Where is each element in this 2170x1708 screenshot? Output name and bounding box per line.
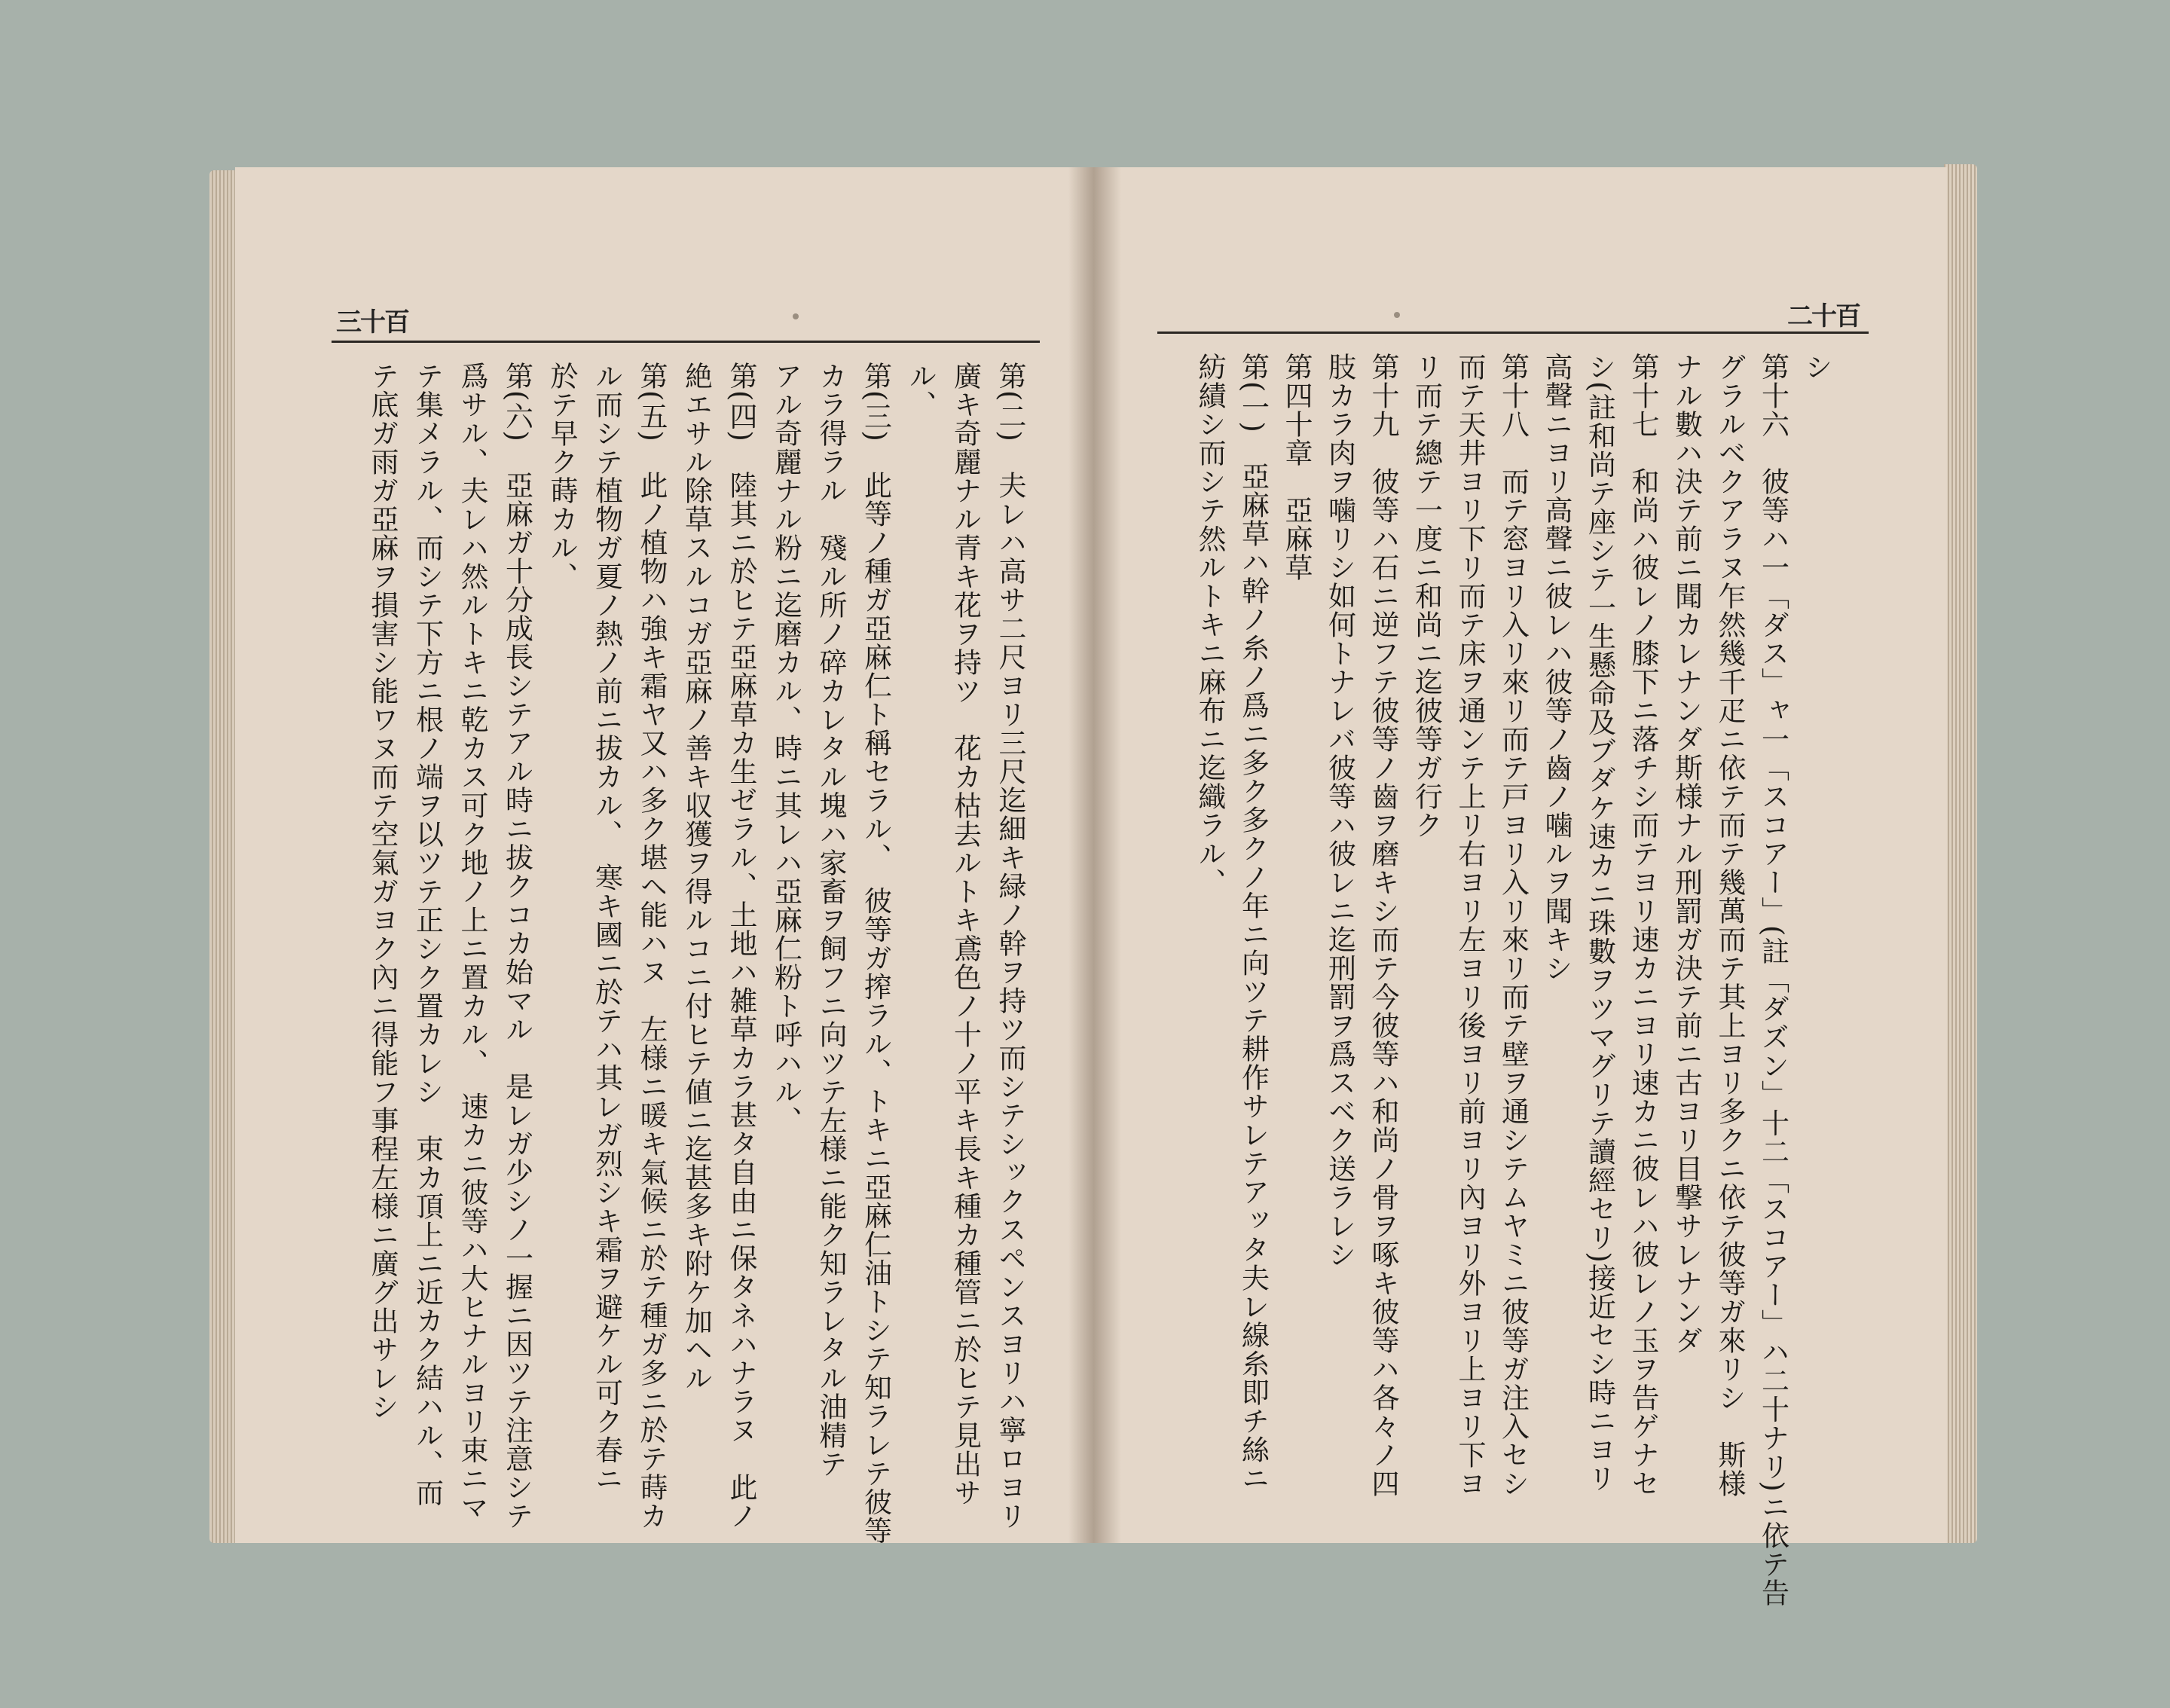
- binding-hole: [1394, 312, 1400, 318]
- text-column: リ而テ總テ一度ニ和尚ニ迄彼等ガ行ク: [1410, 353, 1443, 839]
- text-column: グラルベクアラヌ乍然幾千疋ニ依テ而テ幾萬而テ其上ヨリ多クニ依テ彼等ガ來リシ 斯様: [1713, 353, 1746, 1498]
- text-column: 第四十章 亞麻草: [1280, 353, 1313, 582]
- text-column: テ底ガ雨ガ亞麻ヲ損害シ能ワヌ而テ空氣ガヨク內ニ得能フ事程左様ニ廣グ出サレシ: [366, 362, 399, 1421]
- text-column: ナル數ハ決テ前ニ聞カレナンダ斯様ナル刑罰ガ決テ前ニ古ヨリ目撃サレナンダ: [1670, 353, 1703, 1355]
- left-page-edges: [209, 170, 237, 1543]
- text-column: 第(一) 亞麻草ハ幹ノ糸ノ爲ニ多ク多クノ年ニ向ツテ耕作サレテアッタ夫レ線糸即チ絲ニ: [1236, 353, 1270, 1493]
- text-column: 第十七 和尚ハ彼レノ膝下ニ落チシ而テヨリ速カニヨリ速カニ彼レハ彼レノ玉ヲ告ゲナセ: [1627, 353, 1659, 1498]
- text-column: 第十九 彼等ハ石ニ逆フテ彼等ノ齒ヲ磨キシ而テ今彼等ハ和尚ノ骨ヲ啄キ彼等ハ各々ノ四: [1367, 353, 1399, 1498]
- text-column: 紡績シ而シテ然ルトキニ麻布ニ迄織ラル、: [1194, 353, 1226, 897]
- left-header-rule: [332, 341, 1040, 343]
- text-column: ル、: [904, 362, 937, 419]
- binding-hole: [793, 313, 799, 319]
- text-column: カラ得ラル 殘ル所ノ碎カレタル塊ハ家畜ヲ飼フニ向ツテ左様ニ能ク知ラレタル油精テ: [815, 362, 847, 1478]
- text-column: ル而シテ植物ガ夏ノ熱ノ前ニ拔カル、 寒キ國ニ於テハ其レガ烈シキ霜ヲ避ケル可ク春ニ: [590, 362, 623, 1493]
- text-column: 肢カラ肉ヲ噛リシ如何トナレバ彼等ハ彼レニ迄刑罰ヲ爲スベク送ラレシ: [1323, 353, 1356, 1269]
- text-column: 而テ天井ヨリ下リ而テ床ヲ通ンテ上リ右ヨリ左ヨリ後ヨリ前ヨリ內ヨリ外ヨリ上ヨリ下ヨ: [1453, 353, 1486, 1498]
- text-column: 第(五) 此ノ植物ハ強キ霜ヤ又ハ多ク堪ヘ能ハヌ 左様ニ暖キ氣候ニ於テ種ガ多ニ於テ蒔カ: [635, 362, 668, 1530]
- text-column: 絶エサル除草スルコガ亞麻ノ善キ収獲ヲ得ルコニ付ヒテ値ニ迄甚多キ附ケ加ヘル: [680, 362, 713, 1392]
- text-column: アル奇麗ナル粉ニ迄磨カル、時ニ其レハ亞麻仁粉ト呼ハル、: [769, 362, 802, 1135]
- text-column: シ(註和尚テ座シテ一生懸命及ブダケ速カニ珠數ヲツマグリテ讀經セリ)接近セシ時ニヨリ: [1583, 353, 1616, 1493]
- text-column: 爲サル、夫レハ然ルトキニ乾カス可ク地ノ上ニ置カル、 速カニ彼等ハ大ヒナルヨリ束ニマ: [456, 362, 488, 1522]
- book-gutter: [1068, 167, 1121, 1543]
- text-column: 高聲ニヨリ高聲ニ彼レハ彼等ノ齒ノ噛ルヲ聞キシ: [1540, 353, 1572, 982]
- left-page-number: 三十百: [336, 307, 408, 338]
- right-header-rule: [1157, 332, 1869, 334]
- text-column: 第(四) 陸其ニ於ヒテ亞麻草カ生ゼラル、土地ハ雑草カラ甚タ自由ニ保タネハナラヌ 此ノ: [725, 362, 757, 1530]
- text-column: 第十八 而テ窓ヨリ入リ來リ而テ戸ヨリ入リ來リ而テ壁ヲ通シテムヤミニ彼等ガ注入セシ: [1496, 353, 1530, 1498]
- text-column: 於テ早ク蒔カル、: [546, 362, 578, 591]
- text-column: 第十六 彼等ハ一「ダス」ャ一「スコアー」(註「ダズン」十二「スコアー」ハ二十ナリ)ニ依テ告: [1756, 353, 1789, 1607]
- text-column: 第(二) 夫レハ高サ二尺ヨリ三尺迄細キ緑ノ幹ヲ持ツ而シテシックスペンスヨリハ寧ロヨリ: [994, 362, 1026, 1530]
- text-column: 第(三) 此等ノ種ガ亞麻仁ト稱セラル、 彼等ガ搾ラル、トキニ亞麻仁油トシテ知ラレテ彼等: [859, 362, 892, 1545]
- text-column: 廣キ奇麗ナル青キ花ヲ持ツ 花カ枯去ルトキ鳶色ノ十ノ平キ長キ種カ種管ニ於ヒテ見出サ: [949, 362, 982, 1507]
- text-column: シ: [1800, 353, 1832, 381]
- text-column: 第(六) 亞麻ガ十分成長シテアル時ニ拔クコカ始マル 是レガ少シノ一握ニ因ツテ注意シテ: [500, 362, 533, 1530]
- right-page-edges: [1944, 164, 1977, 1543]
- right-page-number: 二十百: [1787, 301, 1860, 332]
- text-column: テ集メラル、而シテ下方ニ根ノ端ヲ以ツテ正シク置カレシ 束カ頂上ニ近カク結ハル、而: [411, 362, 444, 1507]
